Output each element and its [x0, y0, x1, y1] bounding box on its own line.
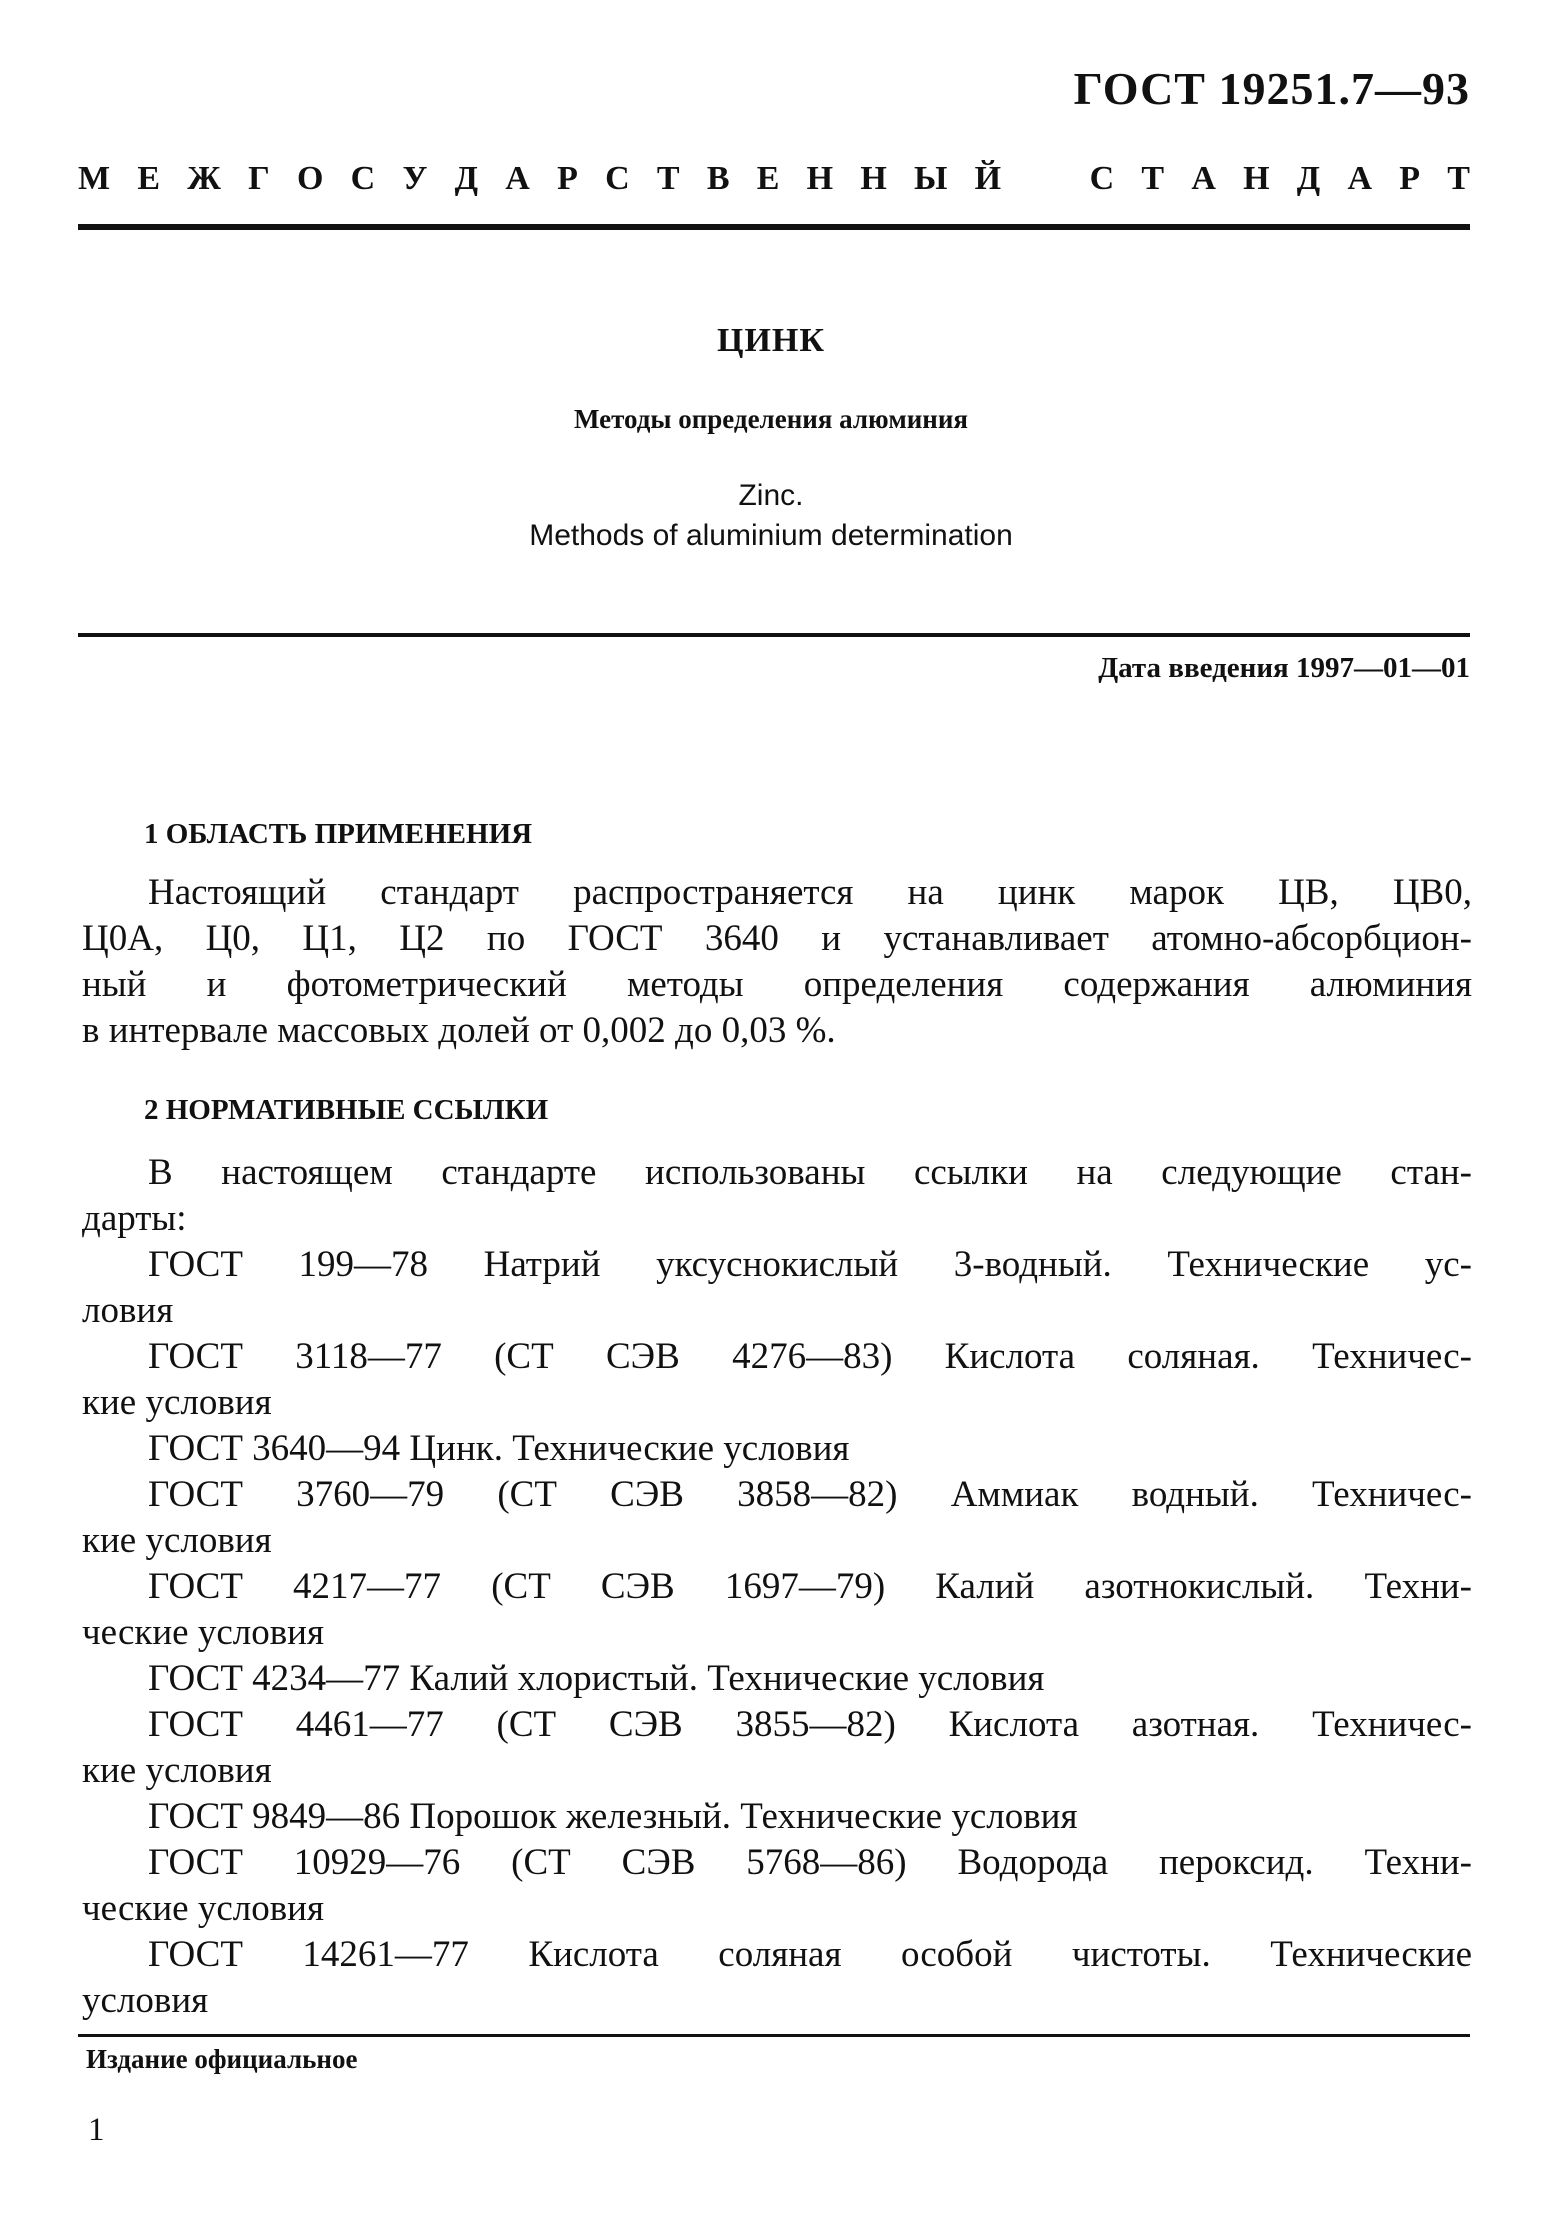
page-number: 1 — [88, 2112, 105, 2148]
reference-line: ГОСТ 4217—77 (СТ СЭВ 1697—79) Калий азотнокислый. Техни- — [148, 1566, 1472, 1607]
reference-item — [82, 1242, 1472, 1334]
official-edition-label: Издание официальное — [86, 2044, 358, 2074]
banner-letter: А — [505, 160, 530, 197]
document-title: ЦИНК — [717, 322, 825, 359]
footer-rule — [78, 2034, 1470, 2037]
english-title-line1: Zinc. — [738, 479, 804, 512]
section-1-line: Настоящий стандарт распространяется на цинк марок ЦВ, ЦВ0, — [148, 872, 1472, 913]
reference-line: ГОСТ 14261—77 Кислота соляная особой чистоты. Технические — [148, 1934, 1472, 1975]
banner-letter: Т — [1447, 160, 1470, 197]
section-2-heading: 2 НОРМАТИВНЫЕ ССЫЛКИ — [144, 1094, 549, 1126]
section-1-text — [82, 870, 1472, 1054]
reference-item — [82, 1702, 1472, 1794]
references-list — [82, 1242, 1472, 2024]
section-2-intro-line: дарты: — [82, 1198, 187, 1239]
banner-letter — [1028, 160, 1062, 198]
section-1-line: ный и фотометрический методы определения содержания алюминия — [82, 964, 1472, 1005]
reference-line: ГОСТ 4234—77 Калий хлористый. Технические условия — [148, 1658, 1045, 1699]
banner-letter: О — [296, 160, 324, 197]
reference-line: ГОСТ 3760—79 (СТ СЭВ 3858—82) Аммиак водный. Техничес- — [148, 1474, 1472, 1515]
section-1-heading: 1 ОБЛАСТЬ ПРИМЕНЕНИЯ — [144, 818, 533, 850]
section-1-line: Ц0А, Ц0, Ц1, Ц2 по ГОСТ 3640 и устанавливает атомно-абсорбцион- — [82, 918, 1472, 959]
reference-item — [82, 1472, 1472, 1564]
banner-letter: Н — [806, 160, 834, 197]
reference-continuation: кие условия — [82, 1750, 272, 1791]
banner-letter: У — [402, 160, 428, 197]
english-title — [0, 476, 1542, 556]
banner-letter: Е — [756, 160, 780, 197]
introduction-date: Дата введения 1997—01—01 — [1098, 652, 1470, 684]
banner-letter: Р — [557, 160, 578, 197]
banner-letter: Р — [1399, 160, 1421, 197]
reference-line: ГОСТ 3640—94 Цинк. Технические условия — [148, 1428, 850, 1469]
header-rule — [78, 224, 1470, 230]
banner-letter: А — [1347, 160, 1372, 197]
reference-item — [82, 1656, 1472, 1702]
reference-continuation: кие условия — [82, 1382, 272, 1423]
banner-letter: А — [1191, 160, 1216, 197]
reference-item — [82, 1840, 1472, 1932]
reference-continuation: условия — [82, 1980, 209, 2021]
reference-line: ГОСТ 3118—77 (СТ СЭВ 4276—83) Кислота соляная. Техничес- — [148, 1336, 1472, 1377]
reference-line: ГОСТ 9849—86 Порошок железный. Технические условия — [148, 1796, 1078, 1837]
english-title-line2: Methods of aluminium determination — [529, 519, 1013, 552]
reference-continuation: ловия — [82, 1290, 174, 1331]
reference-line: ГОСТ 4461—77 (СТ СЭВ 3855—82) Кислота азотная. Техничес- — [148, 1704, 1472, 1745]
reference-continuation: ческие условия — [82, 1612, 324, 1653]
banner-letter: Й — [974, 160, 1002, 197]
reference-item — [82, 1334, 1472, 1426]
interstate-standard-banner — [78, 160, 1470, 198]
banner-letter: С — [350, 160, 376, 197]
banner-letter: Т — [656, 160, 680, 197]
banner-letter: Ж — [187, 160, 221, 197]
section-2-intro-line: В настоящем стандарте использованы ссылки на следующие стан- — [148, 1152, 1472, 1193]
reference-line: ГОСТ 199—78 Натрий уксуснокислый 3-водный. Технические ус- — [148, 1244, 1472, 1285]
reference-item — [82, 1932, 1472, 2024]
reference-item — [82, 1426, 1472, 1472]
banner-letter: М — [78, 160, 111, 197]
banner-letter: Н — [1243, 160, 1270, 197]
title-rule — [78, 633, 1470, 637]
banner-letter: С — [605, 160, 630, 197]
banner-letter: Т — [1141, 160, 1165, 197]
banner-letter: Ы — [914, 160, 948, 197]
banner-letter: Н — [860, 160, 887, 197]
reference-line: ГОСТ 10929—76 (СТ СЭВ 5768—86) Водорода пероксид. Техни- — [148, 1842, 1472, 1883]
banner-letter: Д — [1296, 160, 1321, 197]
reference-item — [82, 1564, 1472, 1656]
banner-letter: Д — [454, 160, 479, 197]
gost-number: ГОСТ 19251.7—93 — [1073, 63, 1470, 114]
section-2-intro — [82, 1150, 1472, 1242]
banner-letter: Г — [248, 160, 270, 197]
banner-letter: С — [1089, 160, 1115, 197]
document-subtitle: Методы определения алюминия — [573, 404, 968, 434]
section-1-line: в интервале массовых долей от 0,002 до 0,03 %. — [82, 1010, 836, 1051]
reference-item — [82, 1794, 1472, 1840]
banner-letter: Е — [137, 160, 161, 197]
reference-continuation: ческие условия — [82, 1888, 324, 1929]
reference-continuation: кие условия — [82, 1520, 272, 1561]
banner-letter: В — [706, 160, 730, 197]
